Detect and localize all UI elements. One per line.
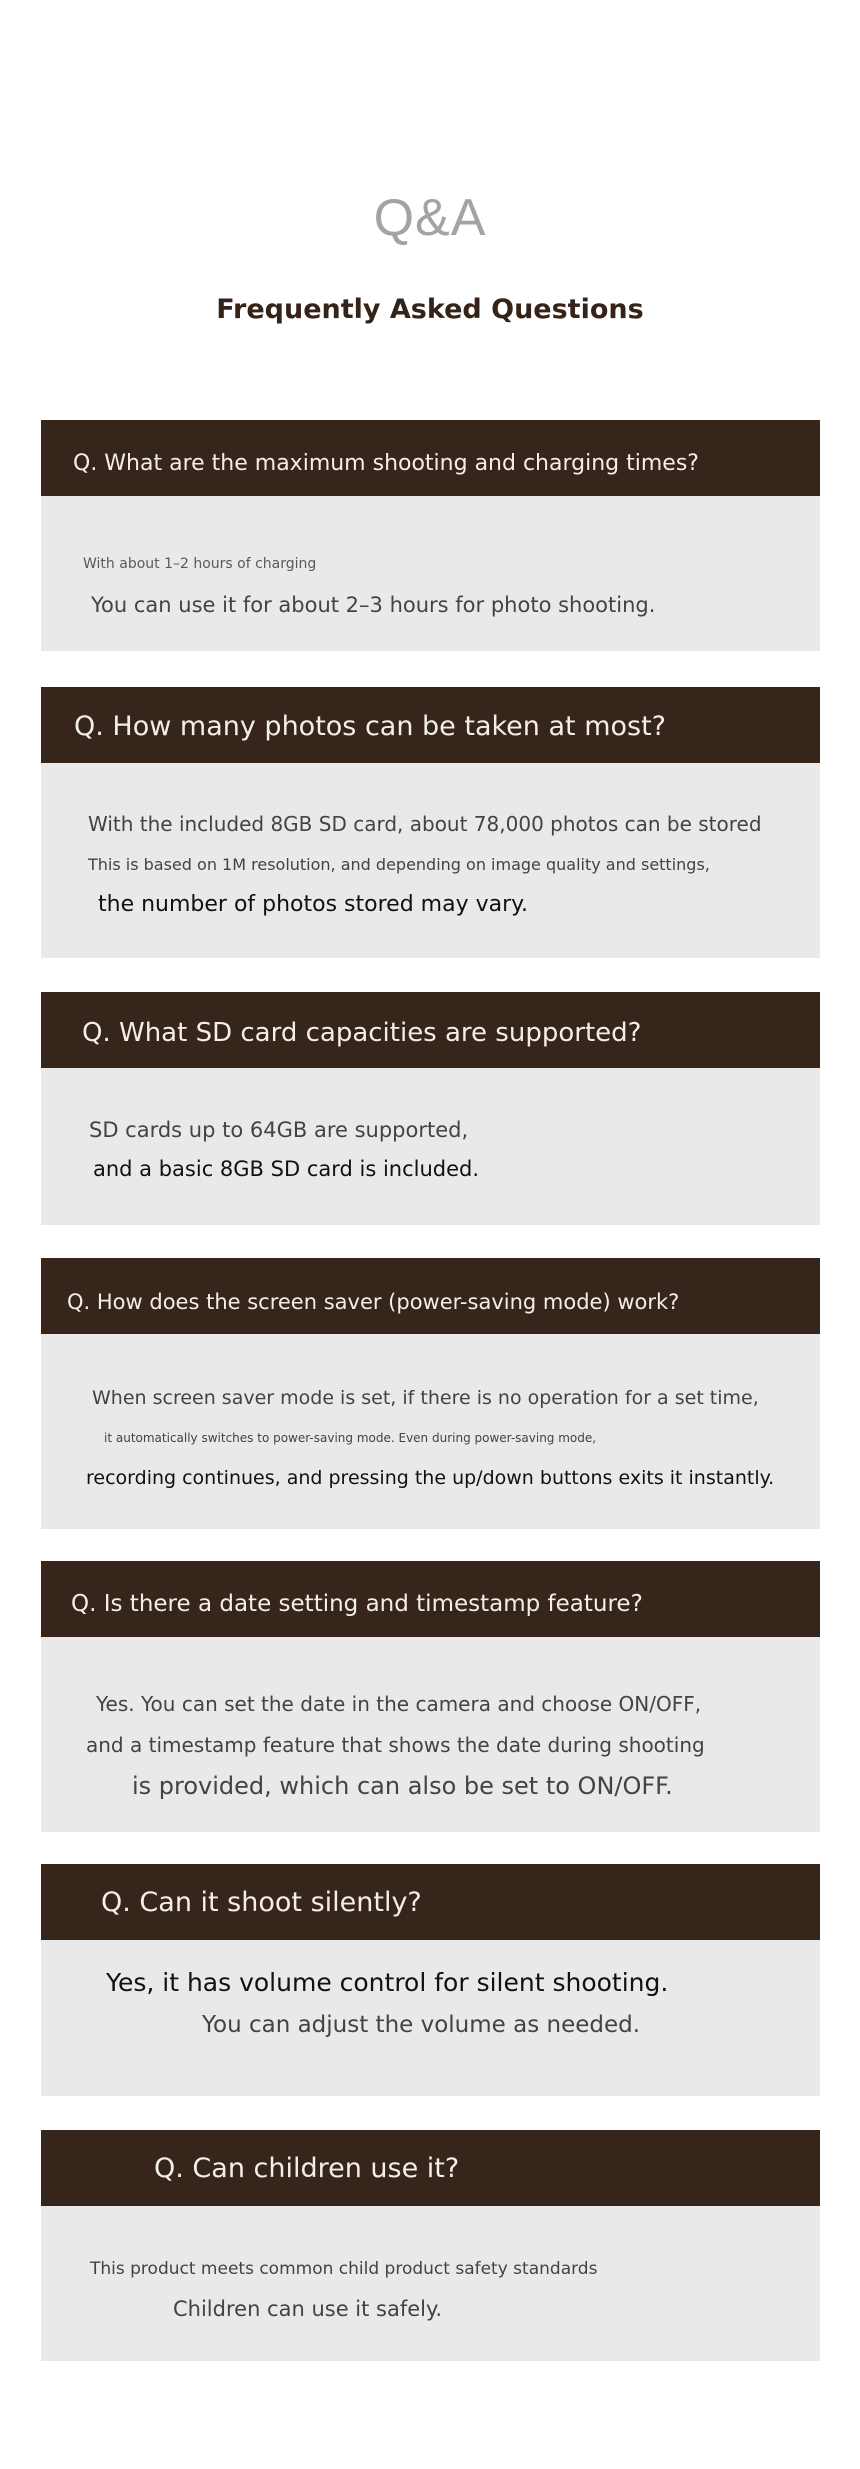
faq-answer-line: This is based on 1M resolution, and depending on image quality and settings, xyxy=(88,855,710,874)
faq-answer-line: and a timestamp feature that shows the date during shooting xyxy=(86,1733,705,1757)
faq-item xyxy=(41,1864,820,2096)
faq-answer xyxy=(41,496,820,651)
faq-item xyxy=(41,1561,820,1832)
page-title: Q&A xyxy=(373,189,487,247)
faq-answer-line: Yes. You can set the date in the camera and choose ON/OFF, xyxy=(96,1692,702,1716)
faq-answer xyxy=(41,1334,820,1529)
faq-answer-line: With about 1–2 hours of charging xyxy=(83,556,317,572)
faq-question: Q. Can children use it? xyxy=(154,2153,460,2184)
faq-answer-line: it automatically switches to power-saving mode. Even during power-saving mode, xyxy=(104,1431,597,1445)
faq-answer-line: This product meets common child product safety standards xyxy=(90,2259,598,2279)
faq-answer-line: and a basic 8GB SD card is included. xyxy=(93,1157,480,1181)
faq-answer-line: Yes, it has volume control for silent shooting. xyxy=(106,1968,669,1997)
faq-answer-line: With the included 8GB SD card, about 78,000 photos can be stored xyxy=(88,812,762,836)
faq-answer-line: the number of photos stored may vary. xyxy=(98,892,529,917)
faq-question-bar xyxy=(41,1258,820,1334)
faq-answer xyxy=(41,1940,820,2096)
faq-question-bar xyxy=(41,1864,820,1940)
faq-answer xyxy=(41,2206,820,2361)
faq-answer-line: recording continues, and pressing the up/down buttons exits it instantly. xyxy=(86,1467,775,1489)
faq-question: Q. Is there a date setting and timestamp feature? xyxy=(71,1591,643,1617)
faq-answer-line: When screen saver mode is set, if there is no operation for a set time, xyxy=(92,1387,759,1409)
faq-answer-line: Children can use it safely. xyxy=(173,2297,443,2321)
page-subtitle: Frequently Asked Questions xyxy=(216,294,644,325)
faq-question-bar xyxy=(41,1561,820,1637)
faq-question: Q. What SD card capacities are supported? xyxy=(82,1018,642,1048)
faq-item xyxy=(41,687,820,958)
faq-question: Q. Can it shoot silently? xyxy=(101,1887,422,1918)
faq-question-bar xyxy=(41,687,820,763)
faq-question-bar xyxy=(41,2130,820,2206)
faq-item xyxy=(41,1258,820,1529)
faq-answer-line: You can adjust the volume as needed. xyxy=(202,2012,641,2038)
faq-answer xyxy=(41,1637,820,1832)
faq-answer-line: SD cards up to 64GB are supported, xyxy=(89,1118,469,1142)
faq-question: Q. How many photos can be taken at most? xyxy=(74,711,666,742)
faq-item xyxy=(41,2130,820,2361)
faq-answer xyxy=(41,763,820,958)
faq-question-bar xyxy=(41,420,820,496)
faq-question: Q. How does the screen saver (power-saving mode) work? xyxy=(67,1290,680,1314)
faq-item xyxy=(41,992,820,1225)
faq-answer-line: You can use it for about 2–3 hours for photo shooting. xyxy=(91,593,656,617)
faq-question-bar xyxy=(41,992,820,1068)
faq-answer xyxy=(41,1068,820,1225)
faq-question: Q. What are the maximum shooting and charging times? xyxy=(73,451,699,476)
faq-answer-line: is provided, which can also be set to ON/OFF. xyxy=(132,1772,673,1800)
faq-item xyxy=(41,420,820,651)
